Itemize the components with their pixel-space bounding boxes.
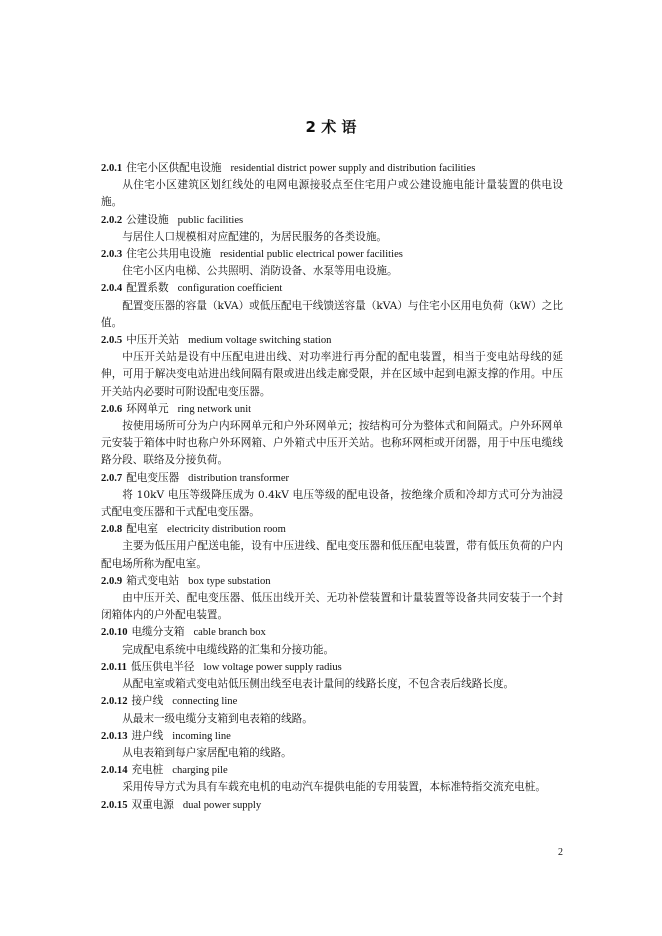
term-english: connecting line bbox=[172, 696, 238, 708]
term-chinese: 电缆分支箱 bbox=[131, 626, 185, 639]
term-heading bbox=[101, 797, 563, 814]
term-number: 2.0.2 bbox=[101, 214, 123, 226]
term-chinese: 配置系数 bbox=[126, 282, 169, 295]
term-english: dual power supply bbox=[182, 799, 262, 811]
term-number: 2.0.7 bbox=[101, 472, 123, 484]
term-heading bbox=[101, 573, 563, 590]
term-heading bbox=[101, 624, 563, 641]
term-number: 2.0.8 bbox=[101, 524, 123, 536]
term-heading bbox=[101, 401, 563, 418]
term-english: incoming line bbox=[172, 730, 231, 742]
term-definition: 完成配电系统中电缆线路的汇集和分接功能。 bbox=[122, 643, 335, 656]
term-number: 2.0.13 bbox=[101, 730, 128, 742]
terms-list bbox=[101, 160, 563, 814]
term-heading bbox=[101, 332, 563, 349]
term-definition: 配置变压器的容量（kVA）或低压配电干线馈送容量（kVA）与住宅小区用电负荷（kW）之比值。 bbox=[101, 299, 563, 329]
term-definition: 将 10kV 电压等级降压成为 0.4kV 电压等级的配电设备，按绝缘介质和冷却方式可分为油浸式配电变压器和干式配电变压器。 bbox=[101, 488, 563, 519]
term-heading bbox=[101, 212, 563, 229]
term-english: charging pile bbox=[172, 765, 228, 777]
term-number: 2.0.14 bbox=[101, 765, 128, 777]
page-number: 2 bbox=[558, 847, 563, 858]
term-english: medium voltage switching station bbox=[188, 335, 332, 347]
term-definition: 由中压开关、配电变压器、低压出线开关、无功补偿装置和计量装置等设备共同安装于一个封闭箱体内的户外配电装置。 bbox=[101, 592, 563, 622]
term-chinese: 中压开关站 bbox=[126, 334, 180, 347]
term-english: distribution transformer bbox=[188, 472, 290, 484]
term-chinese: 充电桩 bbox=[131, 764, 164, 777]
term-heading bbox=[101, 728, 563, 745]
term-chinese: 接户线 bbox=[131, 695, 164, 708]
term-english: low voltage power supply radius bbox=[203, 661, 342, 673]
term-heading bbox=[101, 280, 563, 297]
term-number: 2.0.12 bbox=[101, 696, 128, 708]
term-number: 2.0.11 bbox=[101, 661, 127, 673]
term-chinese: 住宅公共用电设施 bbox=[126, 248, 211, 261]
term-definition: 住宅小区内电梯、公共照明、消防设备、水泵等用电设施。 bbox=[122, 265, 398, 278]
term-chinese: 公建设施 bbox=[126, 213, 169, 226]
term-definition: 从配电室或箱式变电站低压侧出线至电表计量间的线路长度，不包含表后线路长度。 bbox=[122, 678, 515, 691]
term-heading bbox=[101, 659, 563, 676]
chapter-title: 2 术 语 bbox=[305, 118, 357, 136]
term-definition: 采用传导方式为具有车载充电机的电动汽车提供电能的专用装置，本标准特指交流充电桩。 bbox=[122, 781, 546, 794]
term-definition: 与居住人口规模相对应配建的，为居民服务的各类设施。 bbox=[122, 230, 388, 243]
term-number: 2.0.6 bbox=[101, 403, 123, 415]
term-definition: 从最末一级电缆分支箱到电表箱的线路。 bbox=[122, 712, 313, 725]
term-definition: 主要为低压用户配送电能，设有中压进线、配电变压器和低压配电装置，带有低压负荷的户内配电场所称为配电室。 bbox=[101, 540, 563, 570]
term-english: residential district power supply and distribution facilities bbox=[230, 163, 476, 174]
term-chinese: 配电变压器 bbox=[126, 471, 180, 484]
term-heading bbox=[101, 246, 563, 263]
term-number: 2.0.3 bbox=[101, 249, 123, 261]
term-chinese: 进户线 bbox=[131, 729, 164, 742]
term-english: cable branch box bbox=[193, 627, 266, 639]
term-definition: 按使用场所可分为户内环网单元和户外环网单元；按结构可分为整体式和间隔式。户外环网单元安装于箱体中时也称户外环网箱、户外箱式中压开关站。也称环网柜或开闭器，用于中压电缆线路分段、联络及分接负荷。 bbox=[101, 420, 563, 467]
term-chinese: 箱式变电站 bbox=[126, 574, 180, 587]
term-english: public facilities bbox=[177, 214, 244, 226]
term-chinese: 环网单元 bbox=[126, 402, 169, 415]
term-heading bbox=[101, 470, 563, 487]
term-number: 2.0.4 bbox=[101, 283, 123, 295]
term-english: box type substation bbox=[188, 575, 271, 587]
term-heading bbox=[101, 762, 563, 779]
term-chinese: 低压供电半径 bbox=[130, 660, 195, 673]
term-heading bbox=[101, 693, 563, 710]
term-english: residential public electrical power facilities bbox=[219, 249, 403, 261]
term-number: 2.0.5 bbox=[101, 335, 123, 347]
term-chinese: 配电室 bbox=[126, 523, 158, 536]
term-heading bbox=[101, 160, 563, 177]
term-definition: 中压开关站是设有中压配电进出线、对功率进行再分配的配电装置，相当于变电站母线的延伸，可用于解决变电站进出线间隔有限或进出线走廊受限，并在区域中起到电源支撑的作用。中压开关站内必要时可附设配电变压器。 bbox=[101, 351, 563, 398]
term-heading bbox=[101, 521, 563, 538]
term-definition: 从电表箱到每户家居配电箱的线路。 bbox=[122, 746, 292, 759]
term-definition: 从住宅小区建筑区划红线处的电网电源接驳点至住宅用户或公建设施电能计量装置的供电设施。 bbox=[101, 179, 563, 209]
term-number: 2.0.15 bbox=[101, 799, 128, 811]
term-english: configuration coefficient bbox=[177, 283, 283, 295]
term-chinese: 双重电源 bbox=[131, 798, 174, 811]
term-number: 2.0.1 bbox=[101, 163, 123, 174]
term-number: 2.0.10 bbox=[101, 627, 128, 639]
term-number: 2.0.9 bbox=[101, 575, 123, 587]
term-english: ring network unit bbox=[177, 403, 252, 415]
term-english: electricity distribution room bbox=[166, 524, 286, 536]
term-chinese: 住宅小区供配电设施 bbox=[126, 162, 222, 174]
